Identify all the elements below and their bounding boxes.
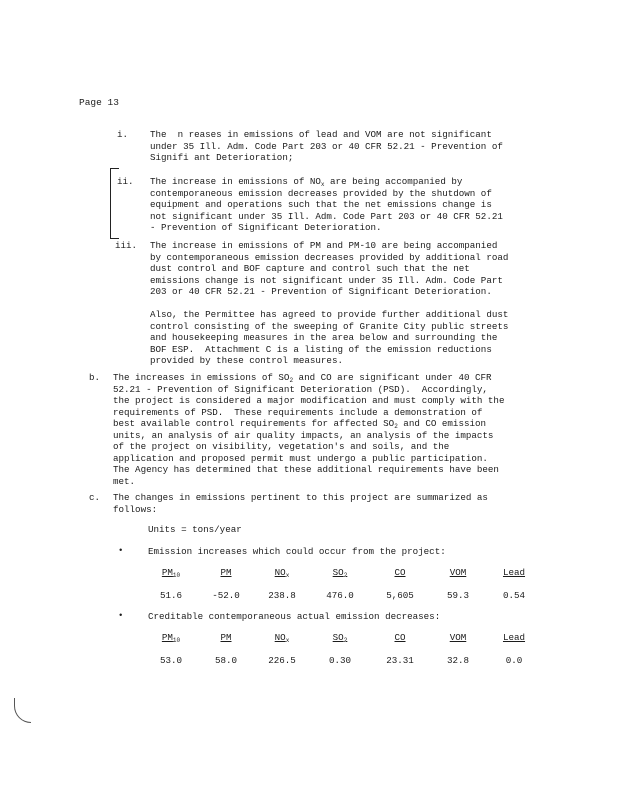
also-line-1: Also, the Permittee has agreed to provide further additional dust: [150, 309, 509, 320]
also-paragraph: [150, 309, 508, 367]
bullet-icon: •: [118, 611, 124, 621]
section-c-line-1: The changes in emissions pertinent to this project are summarized as: [113, 492, 488, 503]
table1-header-cell-4: CO: [394, 567, 406, 578]
table1-value-cell-5: 59.3: [446, 590, 470, 601]
section-b-line-3: the project is considered a major modification and must comply with the: [113, 395, 505, 406]
table1-value-cell-3: 476.0: [326, 590, 354, 601]
table2-header-cell-6: Lead: [502, 632, 526, 643]
table1-title: Emission increases which could occur from the project:: [148, 546, 446, 557]
table2-title: Creditable contemporaneous actual emission decreases:: [148, 611, 441, 622]
section-c-paragraph: [113, 492, 488, 515]
section-label-b: b.: [89, 372, 101, 383]
item-ii-line-5: - Prevention of Significant Deterioration.: [150, 222, 382, 233]
page-number: Page 13: [79, 97, 119, 108]
item-ii-line-2: contemporaneous emission decreases provided by the shutdown of: [150, 187, 492, 199]
table1-value-cell-6: 0.54: [502, 590, 526, 601]
table2-header-cell-2: $NO_x$: [274, 632, 290, 644]
item-label-iii: iii.: [115, 240, 138, 251]
section-b-line-5: best available control requirements for affected $SO_2$ and CO emission: [113, 418, 487, 430]
section-b-line-8: application and proposed permit must undergo a public participation.: [113, 452, 488, 464]
item-i-line-2: under 35 Ill. Adm. Code Part 203 or 40 CFR 52.21 - Prevention of: [150, 140, 503, 152]
bullet-icon: •: [118, 546, 124, 556]
item-iii-line-2: by contemporaneous emission decreases provided by additional road: [150, 251, 509, 263]
item-i-line-1: The n reases in emissions of lead and VOM are not significant: [150, 129, 492, 140]
item-ii-line-3: equipment and operations such that the net emissions change is: [150, 199, 492, 210]
also-line-2: control consisting of the sweeping of Granite City public streets: [150, 320, 509, 332]
item-i-line-3: Signifi ant Deterioration;: [150, 152, 294, 163]
table2-value-cell-2: 226.5: [268, 655, 296, 666]
section-b-line-10: met.: [113, 475, 136, 487]
table1-header-cell-2: $NO_x$: [274, 567, 290, 579]
item-iii-line-5: 203 or 40 CFR 52.21 - Prevention of Significant Deterioration.: [150, 286, 492, 297]
table1-header-cell-5: VOM: [449, 567, 467, 578]
item-iii-line-3: dust control and BOF capture and control such that the net: [150, 263, 470, 274]
section-b-line-7: of the project on visibility, vegetation's and soils, and the: [113, 441, 450, 452]
table1-value-cell-4: 5,605: [386, 590, 414, 601]
table2-value-cell-6: 0.0: [505, 655, 523, 666]
table1-value-cell-0: 51.6: [159, 590, 183, 601]
table2-header-cell-0: $PM_{10}$: [161, 632, 181, 644]
table1-value-cell-1: -52.0: [212, 590, 240, 601]
also-line-4: BOF ESP. Attachment C is a listing of the emission reductions: [150, 343, 492, 355]
item-ii-paragraph: [150, 176, 503, 234]
item-iii-line-1: The increase in emissions of PM and PM-10 are being accompanied: [150, 240, 498, 251]
section-label-c: c.: [89, 492, 101, 503]
table2-header-cell-3: $SO_2$: [332, 632, 348, 644]
section-c-line-2: follows:: [113, 503, 158, 515]
also-line-5: provided by these control measures.: [150, 355, 343, 366]
section-b-line-9: The Agency has determined that these additional requirements have been: [113, 464, 499, 475]
item-label-i: i.: [117, 129, 129, 140]
item-label-ii: ii.: [117, 176, 134, 187]
section-b-line-6: units, an analysis of air quality impacts, an analysis of the impacts: [113, 429, 494, 441]
item-iii-paragraph: [150, 240, 508, 298]
item-ii-line-4: not significant under 35 Ill. Adm. Code Part 203 or 40 CFR 52.21: [150, 210, 503, 222]
table1-value-cell-2: 238.8: [268, 590, 296, 601]
table2-header-cell-1: PM: [220, 632, 232, 643]
section-b-line-2: 52.21 - Prevention of Significant Deterioration (PSD). Accordingly,: [113, 383, 488, 395]
item-iii-line-4: emissions change is not significant under 35 Ill. Adm. Code Part: [150, 274, 503, 286]
table1-header-cell-0: $PM_{10}$: [161, 567, 181, 579]
table2-header-cell-5: VOM: [449, 632, 467, 643]
also-line-3: and housekeeping measures in the area below and surrounding the: [150, 332, 498, 343]
table2-value-cell-1: 58.0: [214, 655, 238, 666]
table1-header-cell-1: PM: [220, 567, 232, 578]
table2-value-cell-3: 0.30: [328, 655, 352, 666]
scan-artifact: [14, 698, 31, 723]
table2-value-cell-5: 32.8: [446, 655, 470, 666]
units-label: Units = tons/year: [148, 524, 242, 535]
section-b-line-1: The increases in emissions of $SO_2$ and CO are significant under 40 CFR: [113, 372, 492, 384]
item-i-paragraph: [150, 129, 503, 164]
table2-value-cell-0: 53.0: [159, 655, 183, 666]
section-b-line-4: requirements of PSD. These requirements include a demonstration of: [113, 406, 483, 418]
table2-value-cell-4: 23.31: [386, 655, 414, 666]
item-ii-line-1: The increase in emissions of $NO_x$ are being accompanied by: [150, 176, 463, 188]
table1-header-cell-3: $SO_2$: [332, 567, 348, 579]
table1-header-cell-6: Lead: [502, 567, 526, 578]
table2-header-cell-4: CO: [394, 632, 406, 643]
section-b-paragraph: [113, 372, 504, 487]
